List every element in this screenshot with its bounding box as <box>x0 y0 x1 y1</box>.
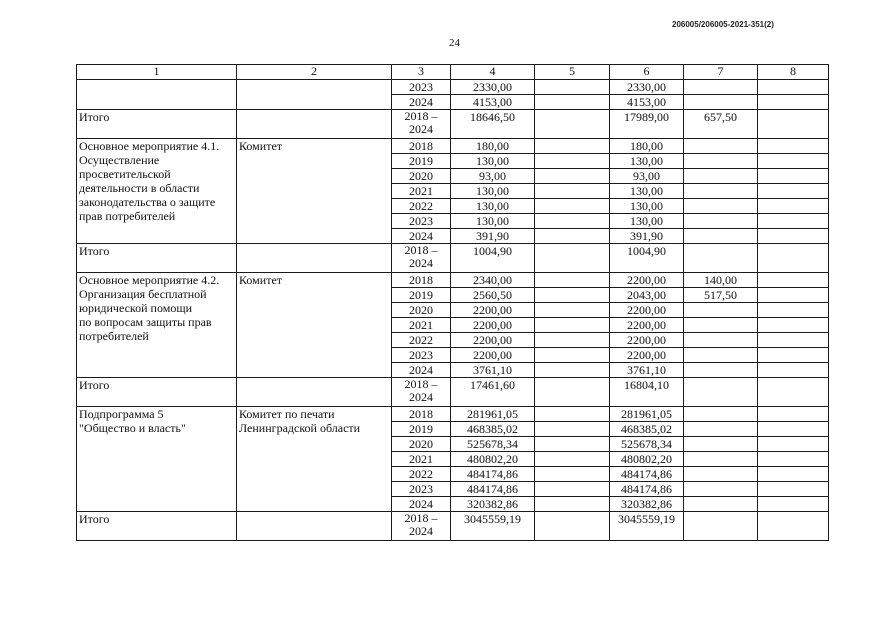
total-funding-cell: 2330,00 <box>451 80 535 95</box>
local-funding-cell <box>684 497 758 512</box>
total-funding-cell: 93,00 <box>451 169 535 184</box>
regional-funding-cell: 2043,00 <box>610 288 684 303</box>
local-funding-cell <box>684 467 758 482</box>
regional-funding-cell: 2200,00 <box>610 303 684 318</box>
other-funding-cell <box>758 303 829 318</box>
total-label: Итого <box>77 244 237 273</box>
total-row <box>77 244 829 273</box>
other-funding-cell <box>758 512 829 541</box>
year-cell: 2018 <box>392 407 451 422</box>
federal-funding-cell <box>535 288 610 303</box>
total-funding-cell: 17461,60 <box>451 378 535 407</box>
federal-funding-cell <box>535 378 610 407</box>
federal-funding-cell <box>535 303 610 318</box>
regional-funding-cell: 2200,00 <box>610 333 684 348</box>
total-label: Итого <box>77 378 237 407</box>
year-cell: 2022 <box>392 467 451 482</box>
regional-funding-cell: 281961,05 <box>610 407 684 422</box>
activity-description <box>77 273 237 378</box>
other-funding-cell <box>758 184 829 199</box>
federal-funding-cell <box>535 422 610 437</box>
other-funding-cell <box>758 497 829 512</box>
regional-funding-cell: 180,00 <box>610 139 684 154</box>
regional-funding-cell: 93,00 <box>610 169 684 184</box>
regional-funding-cell: 130,00 <box>610 199 684 214</box>
column-header: 7 <box>684 65 758 80</box>
activity-description-line: Организация бесплатной юридической помощи <box>79 287 207 315</box>
regional-funding-cell: 130,00 <box>610 184 684 199</box>
year-cell: 2022 <box>392 199 451 214</box>
total-row <box>77 378 829 407</box>
total-funding-cell: 3761,10 <box>451 363 535 378</box>
column-header: 1 <box>77 65 237 80</box>
total-funding-cell: 130,00 <box>451 154 535 169</box>
local-funding-cell <box>684 199 758 214</box>
local-funding-cell: 517,50 <box>684 288 758 303</box>
period-start: 2018 – <box>404 511 438 525</box>
federal-funding-cell <box>535 95 610 110</box>
table-row <box>77 139 829 154</box>
total-funding-cell: 130,00 <box>451 184 535 199</box>
year-cell: 2021 <box>392 184 451 199</box>
local-funding-cell <box>684 512 758 541</box>
activity-description-line: Осуществление просветительской деятельности в области законодательства о защите прав потребителей <box>79 153 216 223</box>
executor: Комитет <box>237 273 392 378</box>
regional-funding-cell: 130,00 <box>610 214 684 229</box>
total-funding-cell: 2200,00 <box>451 318 535 333</box>
federal-funding-cell <box>535 482 610 497</box>
year-cell: 2023 <box>392 214 451 229</box>
activity-description <box>77 139 237 244</box>
local-funding-cell <box>684 452 758 467</box>
local-funding-cell <box>684 154 758 169</box>
total-funding-cell: 320382,86 <box>451 497 535 512</box>
document-number: 206005/206005-2021-351(2) <box>672 20 774 29</box>
year-cell: 2020 <box>392 437 451 452</box>
local-funding-cell <box>684 378 758 407</box>
total-funding-cell: 484174,86 <box>451 482 535 497</box>
executor <box>237 378 392 407</box>
regional-funding-cell: 2200,00 <box>610 348 684 363</box>
period-cell <box>392 110 451 139</box>
local-funding-cell <box>684 363 758 378</box>
total-funding-cell: 2200,00 <box>451 303 535 318</box>
year-cell: 2018 <box>392 273 451 288</box>
other-funding-cell <box>758 482 829 497</box>
regional-funding-cell: 468385,02 <box>610 422 684 437</box>
total-funding-cell: 130,00 <box>451 199 535 214</box>
page-number: 24 <box>449 37 460 49</box>
regional-funding-cell: 525678,34 <box>610 437 684 452</box>
total-funding-cell: 1004,90 <box>451 244 535 273</box>
total-funding-cell: 468385,02 <box>451 422 535 437</box>
total-funding-cell: 180,00 <box>451 139 535 154</box>
regional-funding-cell: 3761,10 <box>610 363 684 378</box>
other-funding-cell <box>758 467 829 482</box>
column-header: 3 <box>392 65 451 80</box>
executor: Комитет <box>237 139 392 244</box>
column-header: 6 <box>610 65 684 80</box>
total-funding-cell: 130,00 <box>451 214 535 229</box>
total-funding-cell: 18646,50 <box>451 110 535 139</box>
federal-funding-cell <box>535 333 610 348</box>
year-cell: 2023 <box>392 80 451 95</box>
total-funding-cell: 281961,05 <box>451 407 535 422</box>
local-funding-cell: 657,50 <box>684 110 758 139</box>
federal-funding-cell <box>535 169 610 184</box>
table-header <box>77 65 829 80</box>
local-funding-cell <box>684 244 758 273</box>
federal-funding-cell <box>535 363 610 378</box>
federal-funding-cell <box>535 154 610 169</box>
federal-funding-cell <box>535 199 610 214</box>
local-funding-cell <box>684 348 758 363</box>
federal-funding-cell <box>535 244 610 273</box>
other-funding-cell <box>758 199 829 214</box>
federal-funding-cell <box>535 318 610 333</box>
column-header: 4 <box>451 65 535 80</box>
local-funding-cell <box>684 214 758 229</box>
activity-description-line: по вопросам защиты прав потребителей <box>79 315 212 343</box>
executor: Комитет по печати Ленинградской области <box>237 407 392 512</box>
local-funding-cell <box>684 184 758 199</box>
year-cell: 2021 <box>392 452 451 467</box>
federal-funding-cell <box>535 273 610 288</box>
total-funding-cell: 2200,00 <box>451 333 535 348</box>
regional-funding-cell: 4153,00 <box>610 95 684 110</box>
year-cell: 2019 <box>392 422 451 437</box>
executor <box>237 80 392 110</box>
activity-description-line: Основное мероприятие 4.1. <box>79 139 220 153</box>
regional-funding-cell: 130,00 <box>610 154 684 169</box>
regional-funding-cell: 17989,00 <box>610 110 684 139</box>
local-funding-cell <box>684 333 758 348</box>
total-row <box>77 110 829 139</box>
column-header: 5 <box>535 65 610 80</box>
federal-funding-cell <box>535 110 610 139</box>
federal-funding-cell <box>535 348 610 363</box>
other-funding-cell <box>758 80 829 95</box>
period-start: 2018 – <box>404 377 438 391</box>
local-funding-cell <box>684 95 758 110</box>
year-cell: 2020 <box>392 169 451 184</box>
federal-funding-cell <box>535 184 610 199</box>
other-funding-cell <box>758 110 829 139</box>
federal-funding-cell <box>535 214 610 229</box>
regional-funding-cell: 2200,00 <box>610 318 684 333</box>
total-row <box>77 512 829 541</box>
activity-description-line: "Общество и власть" <box>79 421 186 435</box>
column-header: 8 <box>758 65 829 80</box>
year-cell: 2019 <box>392 288 451 303</box>
year-cell: 2018 <box>392 139 451 154</box>
activity-description <box>77 80 237 110</box>
local-funding-cell: 140,00 <box>684 273 758 288</box>
year-cell: 2021 <box>392 318 451 333</box>
regional-funding-cell: 16804,10 <box>610 378 684 407</box>
table-body <box>77 80 829 541</box>
other-funding-cell <box>758 333 829 348</box>
federal-funding-cell <box>535 452 610 467</box>
year-cell: 2024 <box>392 497 451 512</box>
column-header: 2 <box>237 65 392 80</box>
year-cell: 2023 <box>392 348 451 363</box>
period-cell <box>392 378 451 407</box>
table-row <box>77 407 829 422</box>
other-funding-cell <box>758 214 829 229</box>
regional-funding-cell: 3045559,19 <box>610 512 684 541</box>
other-funding-cell <box>758 229 829 244</box>
other-funding-cell <box>758 169 829 184</box>
executor <box>237 244 392 273</box>
period-start: 2018 – <box>404 109 438 123</box>
local-funding-cell <box>684 437 758 452</box>
activity-description <box>77 407 237 512</box>
other-funding-cell <box>758 348 829 363</box>
year-cell: 2024 <box>392 229 451 244</box>
other-funding-cell <box>758 363 829 378</box>
period-cell <box>392 512 451 541</box>
period-end: 2024 <box>409 256 433 270</box>
local-funding-cell <box>684 422 758 437</box>
federal-funding-cell <box>535 80 610 95</box>
local-funding-cell <box>684 318 758 333</box>
local-funding-cell <box>684 303 758 318</box>
year-cell: 2019 <box>392 154 451 169</box>
other-funding-cell <box>758 273 829 288</box>
regional-funding-cell: 484174,86 <box>610 467 684 482</box>
other-funding-cell <box>758 422 829 437</box>
regional-funding-cell: 391,90 <box>610 229 684 244</box>
federal-funding-cell <box>535 407 610 422</box>
total-label: Итого <box>77 110 237 139</box>
other-funding-cell <box>758 378 829 407</box>
other-funding-cell <box>758 318 829 333</box>
other-funding-cell <box>758 452 829 467</box>
regional-funding-cell: 2330,00 <box>610 80 684 95</box>
period-end: 2024 <box>409 390 433 404</box>
table-row <box>77 273 829 288</box>
other-funding-cell <box>758 288 829 303</box>
total-funding-cell: 4153,00 <box>451 95 535 110</box>
budget-table <box>76 64 829 541</box>
total-funding-cell: 525678,34 <box>451 437 535 452</box>
year-cell: 2022 <box>392 333 451 348</box>
period-end: 2024 <box>409 524 433 538</box>
federal-funding-cell <box>535 512 610 541</box>
total-funding-cell: 480802,20 <box>451 452 535 467</box>
federal-funding-cell <box>535 467 610 482</box>
year-cell: 2024 <box>392 95 451 110</box>
regional-funding-cell: 484174,86 <box>610 482 684 497</box>
other-funding-cell <box>758 407 829 422</box>
total-label: Итого <box>77 512 237 541</box>
regional-funding-cell: 2200,00 <box>610 273 684 288</box>
total-funding-cell: 2200,00 <box>451 348 535 363</box>
federal-funding-cell <box>535 437 610 452</box>
local-funding-cell <box>684 407 758 422</box>
federal-funding-cell <box>535 497 610 512</box>
federal-funding-cell <box>535 139 610 154</box>
executor <box>237 512 392 541</box>
period-cell <box>392 244 451 273</box>
federal-funding-cell <box>535 229 610 244</box>
other-funding-cell <box>758 244 829 273</box>
other-funding-cell <box>758 437 829 452</box>
year-cell: 2020 <box>392 303 451 318</box>
column-number-row <box>77 65 829 80</box>
year-cell: 2024 <box>392 363 451 378</box>
activity-description-line: Подпрограмма 5 <box>79 407 164 421</box>
executor <box>237 110 392 139</box>
period-start: 2018 – <box>404 243 438 257</box>
local-funding-cell <box>684 80 758 95</box>
activity-description-line: Основное мероприятие 4.2. <box>79 273 220 287</box>
local-funding-cell <box>684 139 758 154</box>
total-funding-cell: 391,90 <box>451 229 535 244</box>
period-end: 2024 <box>409 122 433 136</box>
total-funding-cell: 3045559,19 <box>451 512 535 541</box>
table-row <box>77 80 829 95</box>
regional-funding-cell: 1004,90 <box>610 244 684 273</box>
other-funding-cell <box>758 95 829 110</box>
other-funding-cell <box>758 139 829 154</box>
year-cell: 2023 <box>392 482 451 497</box>
regional-funding-cell: 320382,86 <box>610 497 684 512</box>
regional-funding-cell: 480802,20 <box>610 452 684 467</box>
total-funding-cell: 2560,50 <box>451 288 535 303</box>
other-funding-cell <box>758 154 829 169</box>
total-funding-cell: 2340,00 <box>451 273 535 288</box>
total-funding-cell: 484174,86 <box>451 467 535 482</box>
local-funding-cell <box>684 482 758 497</box>
local-funding-cell <box>684 229 758 244</box>
local-funding-cell <box>684 169 758 184</box>
